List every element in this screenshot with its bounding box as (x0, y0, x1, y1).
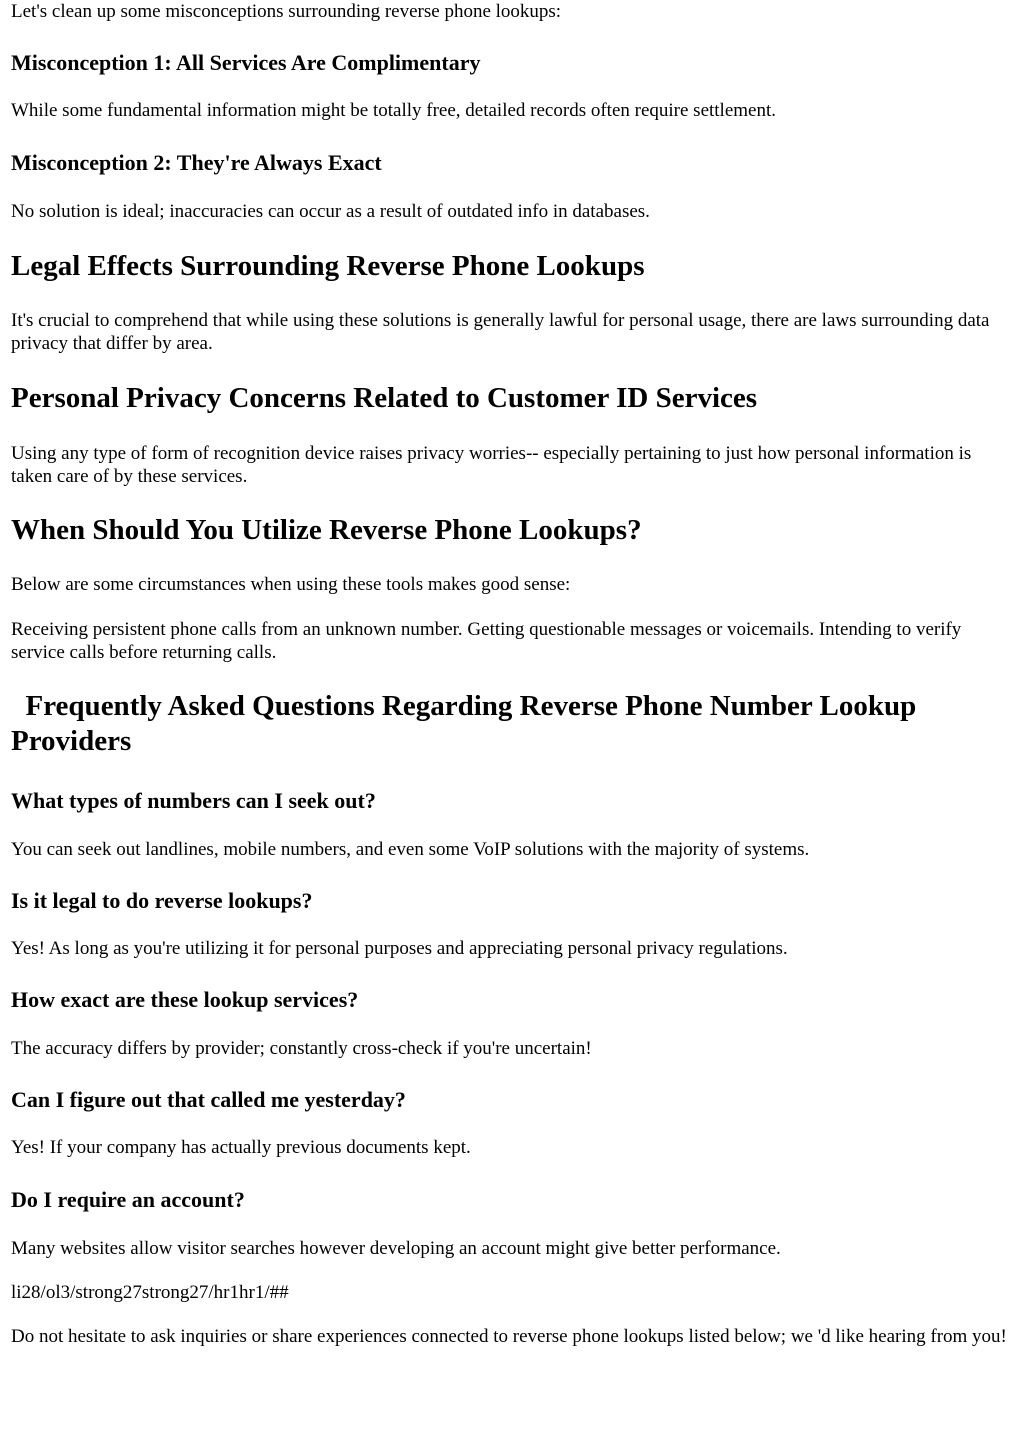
faq-question-2: Is it legal to do reverse lookups? (11, 888, 313, 913)
misconception-2-heading: Misconception 2: They're Always Exact (11, 150, 382, 175)
legal-heading: Legal Effects Surrounding Reverse Phone Lookups (11, 250, 645, 282)
legal-text: It's crucial to comprehend that while using these solutions is generally lawful for personal usage, there are laws surrounding data privacy that differ by area. (11, 310, 990, 354)
privacy-heading: Personal Privacy Concerns Related to Customer ID Services (11, 382, 758, 414)
when-circumstances-text: Receiving persistent phone calls from an unknown number. Getting questionable messages or voicemails. Intending to verify service calls before returning calls. (11, 619, 962, 663)
intro-paragraph: Let's clean up some misconceptions surrounding reverse phone lookups: (11, 1, 562, 22)
outro-paragraph: Do not hesitate to ask inquiries or share experiences connected to reverse phone lookups listed below; we 'd like hearing from you! (11, 1326, 1007, 1347)
faq-answer-3: The accuracy differs by provider; constantly cross-check if you're uncertain! (11, 1038, 592, 1059)
markup-residue-line: li28/ol3/strong27strong27/hr1hr1/## (11, 1282, 289, 1303)
when-intro-text: Below are some circumstances when using these tools makes good sense: (11, 574, 571, 595)
faq-answer-1: You can seek out landlines, mobile numbers, and even some VoIP solutions with the majority of systems. (11, 839, 810, 860)
faq-answer-4: Yes! If your company has actually previous documents kept. (11, 1137, 471, 1158)
faq-question-1: What types of numbers can I seek out? (11, 788, 376, 813)
privacy-text: Using any type of form of recognition device raises privacy worries-- especially pertaining to just how personal information is taken care of by these services. (11, 443, 972, 487)
faq-heading: Frequently Asked Questions Regarding Reverse Phone Number Lookup Providers (11, 690, 924, 757)
faq-question-4: Can I figure out that called me yesterday? (11, 1087, 406, 1112)
faq-question-3: How exact are these lookup services? (11, 987, 359, 1012)
faq-question-5: Do I require an account? (11, 1187, 245, 1212)
when-heading: When Should You Utilize Reverse Phone Lookups? (11, 514, 642, 546)
misconception-2-text: No solution is ideal; inaccuracies can occur as a result of outdated info in databases. (11, 201, 650, 222)
faq-answer-2: Yes! As long as you're utilizing it for personal purposes and appreciating personal privacy regulations. (11, 938, 788, 959)
misconception-1-heading: Misconception 1: All Services Are Complimentary (11, 50, 481, 75)
faq-answer-5: Many websites allow visitor searches however developing an account might give better performance. (11, 1238, 781, 1259)
misconception-1-text: While some fundamental information might be totally free, detailed records often require settlement. (11, 100, 777, 121)
